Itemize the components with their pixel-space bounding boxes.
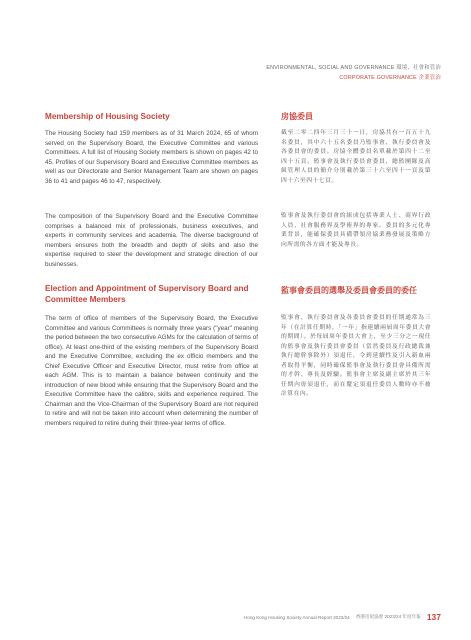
footer-report-zh: 香港房屋協會 2023/24 年度年報 [355,614,421,619]
zh-para-membership [281,129,431,186]
en-paragraph-2: The composition of the Supervisory Board and the Executive Committee comprises a balanced mix of professionals, business executives, and experts in community services and academia. The diverse background of members ensures both the breadth and depth of skills and also the expertise required to steer the development and strategic direction of our businesses. [45,213,258,268]
en-paragraph-1: The Housing Society had 159 members as of 31 March 2024, 65 of whom served on the Supervisory Board, the Executive Committee and various Committees. A full list of Housing Society members is shown on pages 42 to 45. Profiles of our Supervisory Board and Executive Committee members as well as our Directorate and Senior Management Team are shown on pages 36 to 41 and pages 46 to 47, respectively. [45,130,258,185]
en-paragraph-3: The term of office of members of the Supervisory Board, the Executive Committee and various Committees is normally three years ("year" meaning the period between the two consecutive AGMs for the calculation of terms of office). At least one-third of the existing members of the Supervisory Board and the Executive Committee, excluding the ex officio members and the Chief Executive Officer and Executive Director, must retire from office at each AGM. This is to maintain a balance between continuity and the introduction of new blood while ensuring that the Supervisory Board and the Executive Committee have the calibre, skills and experience required. The Chairman and the Vice-Chairman of the Supervisory Board are not required to retire and will not be taken into account when determining the number of members required to retire during their three-year terms of office. [45,315,258,428]
en-para-composition [45,212,258,269]
zh-paragraph-1: 截至二零二四年三月三十一日，房協共有一百五十九名委員，其中六十五名委員乃監事會、執行委員會及各委員會的委員。房協全體委員名單載於第四十二至四十五頁。監事會及執行委員會委員、總監團隊及高級管理人員的簡介分別載於第三十六至四十一頁及第四十六至四十七頁。 [281,130,431,184]
zh-paragraph-2: 監事會及執行委員會的組成包括專業人士、商界行政人員、社會服務界及學術界的專家。委員的多元化專業背景，能確保委員具備帶領房協業務發展及策略方向所需的各方面才能及專長。 [281,213,431,248]
zh-para-composition [281,212,431,250]
en-para-election [45,314,258,429]
zh-heading-election: 監事會委員的選舉及委員會委員的委任 [281,286,417,295]
subsection-header: CORPORATE GOVERNANCE 企業管治 [339,75,441,81]
zh-heading-membership: 房協委員 [281,112,313,121]
zh-para-election [281,314,431,400]
zh-paragraph-3: 監事會、執行委員會及各委員會委員的任期通常為三年（在計算任期時，「一年」指連續兩屆周年委員大會的期間）。於每屆周年委員大會上，至少三分之一現任的監事會及執行委員會委員（當然委員及行政總裁兼執行總幹事除外）須退任，令到延續性及引入新血兩者取得平衡，同時確保監事會及執行委員會具備所需的才幹、專長及經驗。監事會主席及副主席於其三年任期內毋須退任，而在釐定須退任委員人數時亦不被計算在內。 [281,315,431,398]
section-header: ENVIRONMENTAL, SOCIAL AND GOVERNANCE 環境、社會和管治 [266,65,441,71]
page-number: 137 [426,612,441,622]
en-para-membership [45,129,258,186]
zh-election-section [281,286,431,297]
footer-report-en: Hong Kong Housing Society Annual Report 2023/24 [243,614,350,620]
en-heading-election: Election and Appointment of Supervisory Board and Committee Members [45,284,249,304]
en-membership-section [45,112,258,123]
en-heading-membership: Membership of Housing Society [45,112,170,121]
en-election-section [45,284,258,305]
zh-membership-section [281,112,431,123]
page-footer [244,612,441,622]
